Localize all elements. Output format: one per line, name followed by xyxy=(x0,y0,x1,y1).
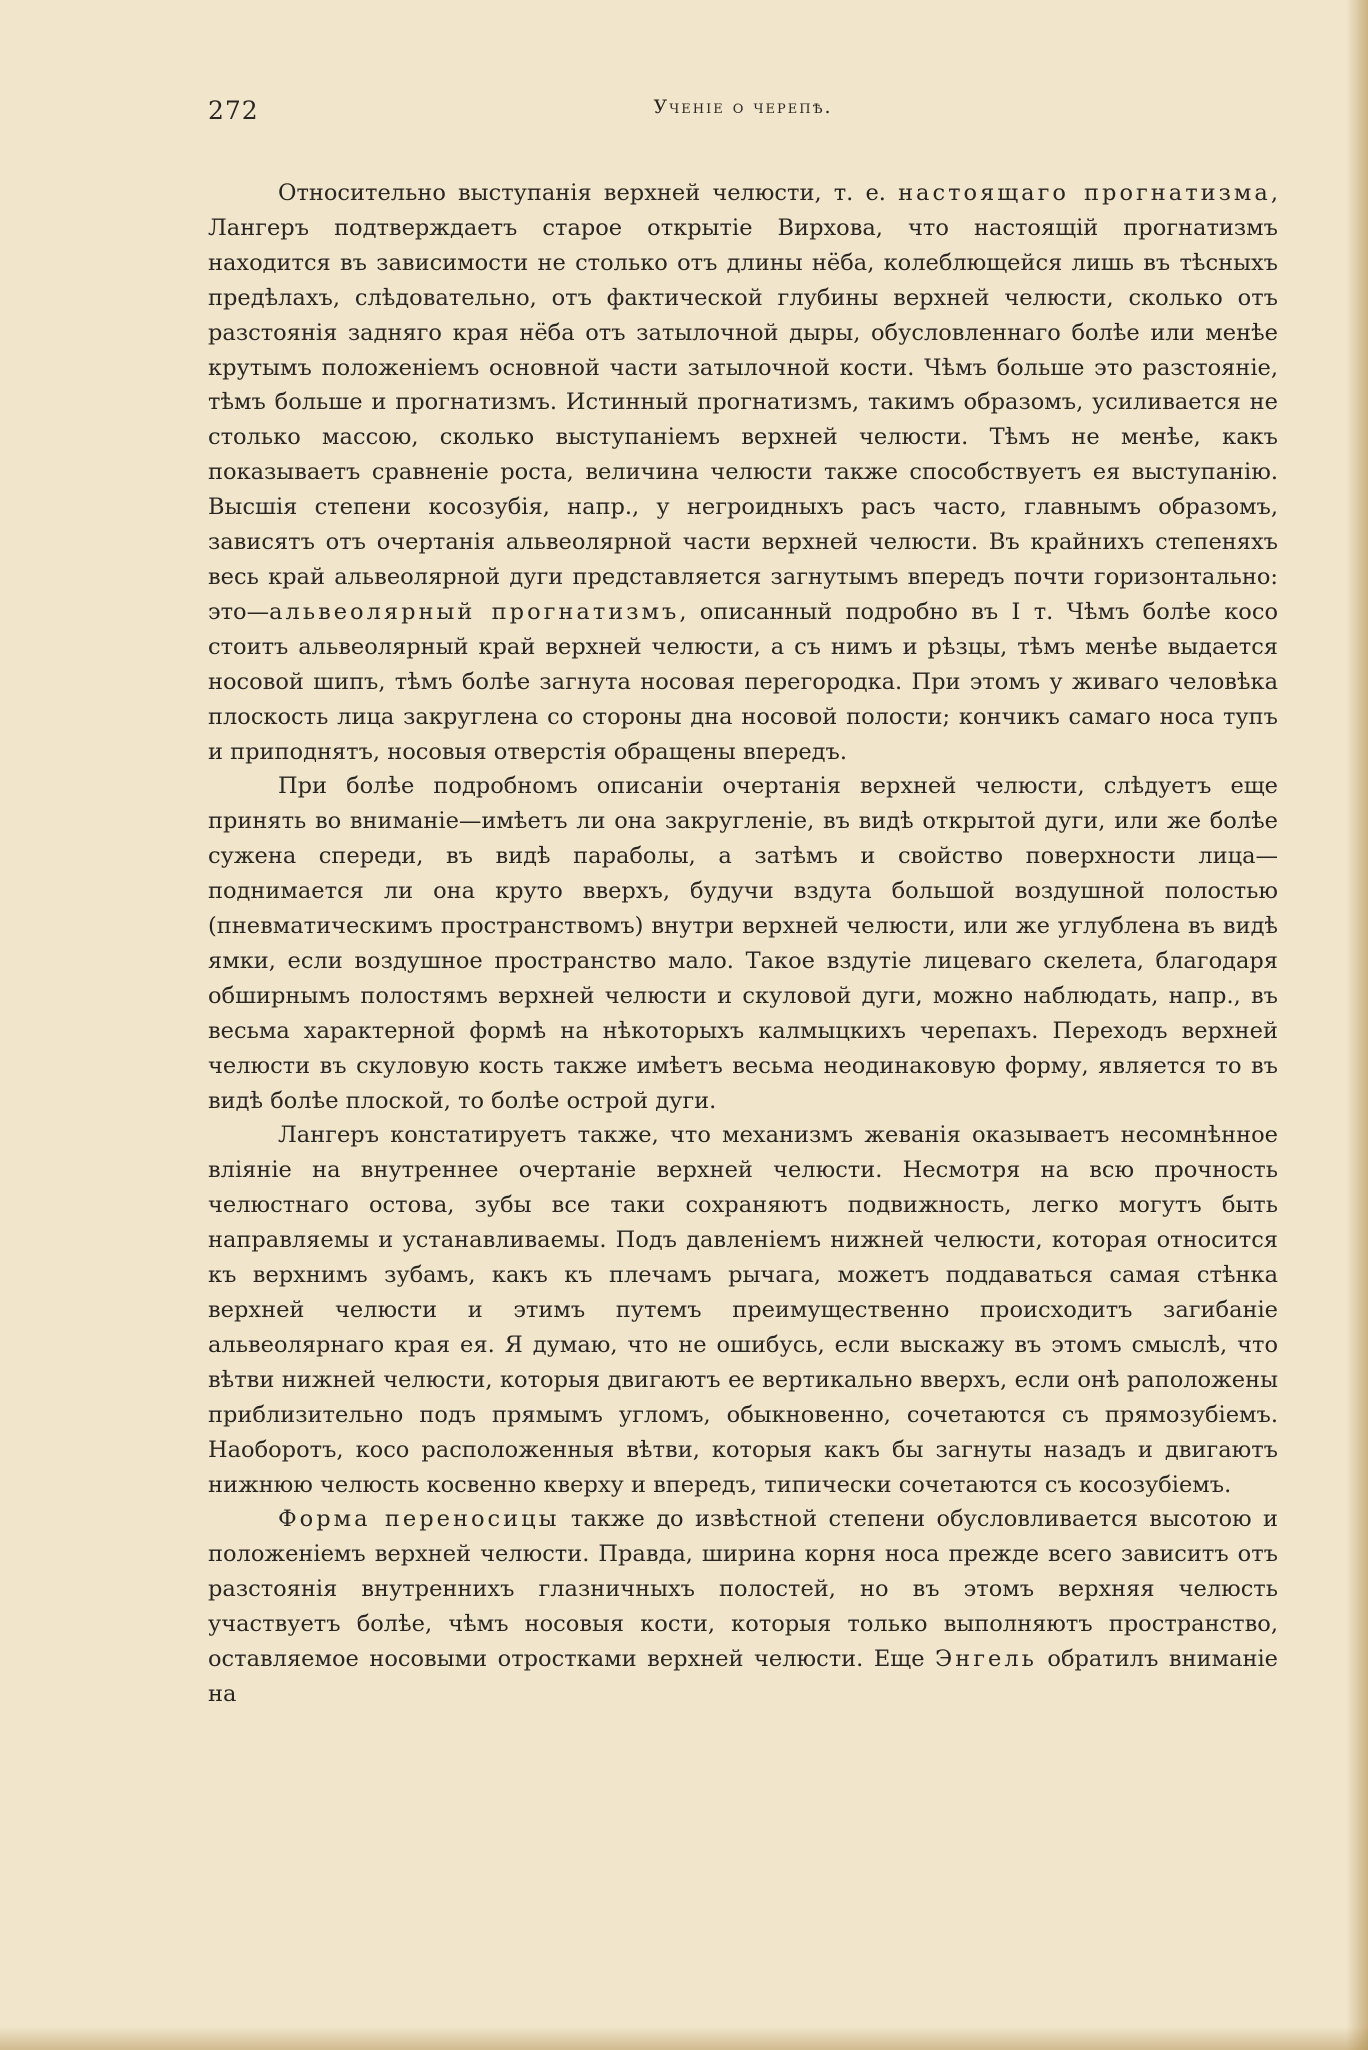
body-text xyxy=(208,176,1278,1712)
paragraph-1-text-c: , описанный подробно въ I т. Чѣмъ болѣе косо стоитъ альвеолярный край верхней челюсти, а съ нимъ и рѣзцы, тѣмъ менѣе выдается носовой шипъ, тѣмъ болѣе загнута носовая перегородка. При этомъ у живаго человѣка плоскость лица закруглена со стороны дна носовой полости; кончикъ самаго носа тупъ и приподнятъ, носовыя отверстія обращены впередъ. xyxy=(208,598,1278,765)
paragraph-4-text-b: также до извѣстной степени обусловливается высотою и положеніемъ верхней челюсти. Правда, ширина корня носа прежде всего зависитъ отъ разстоянія внутреннихъ глазничныхъ полостей, но въ этомъ верхняя челюсть участвуетъ болѣе, чѣмъ носовыя кости, которыя только выполняютъ пространство, оставляемое носовыми отростками верхней челюсти. Еще xyxy=(208,1506,1278,1673)
paragraph-4-emph-b: Энгель xyxy=(935,1646,1037,1673)
paragraph-2 xyxy=(208,769,1278,1118)
page-edge-shadow-right xyxy=(1346,0,1368,2050)
paragraph-1 xyxy=(208,176,1278,769)
paragraph-3 xyxy=(208,1118,1278,1502)
page-number: 272 xyxy=(208,96,259,125)
paragraph-4-text-c: обратилъ вниманіе на xyxy=(208,1646,1279,1707)
paragraph-1-emph-b: альвеолярный прогнатизмъ xyxy=(269,598,680,625)
page-edge-shadow-bottom xyxy=(0,2026,1368,2050)
page-header xyxy=(208,96,1278,136)
paragraph-4 xyxy=(208,1502,1278,1711)
paragraph-3-text: Лангеръ констатируетъ также, что механизмъ жеванія оказываетъ несомнѣнное вліяніе на внутреннее очертаніе верхней челюсти. Несмотря на всю прочность челюстнаго остова, зубы все таки сохраняютъ подвижность, легко могутъ быть направляемы и устанавливаемы. Подъ давленіемъ нижней челюсти, которая относится къ верхнимъ зубамъ, какъ къ плечамъ рычага, можетъ поддаваться самая стѣнка верхней челюсти и этимъ путемъ преимущественно происходитъ загибаніе альвеолярнаго края ея. Я думаю, что не ошибусь, если выскажу въ этомъ смыслѣ, что вѣтви нижней челюсти, которыя двигаютъ ее вертикально вверхъ, если онѣ раположены приблизительно подъ прямымъ угломъ, обыкновенно, сочетаются съ прямозубіемъ. Наоборотъ, косо расположенныя вѣтви, которыя какъ бы загнуты назадъ и двигаютъ нижнюю челюсть косвенно кверху и впередъ, типически сочетаются съ косозубіемъ. xyxy=(208,1122,1278,1498)
paragraph-2-text: При болѣе подробномъ описаніи очертанія верхней челюсти, слѣдуетъ еще принять во вниманіе—имѣетъ ли она закругленіе, въ видѣ открытой дуги, или же болѣе сужена спереди, въ видѣ параболы, а затѣмъ и свойство поверхности лица—поднимается ли она круто вверхъ, будучи вздута большой воздушной полостью (пневматическимъ пространствомъ) внутри верхней челюсти, или же углублена въ видѣ ямки, если воздушное пространство мало. Такое вздутіе лицеваго скелета, благодаря обширнымъ полостямъ верхней челюсти и скуловой дуги, можно наблюдать, напр., въ весьма характерной формѣ на нѣкоторыхъ калмыцкихъ черепахъ. Переходъ верхней челюсти въ скуловую кость также имѣетъ весьма неодинаковую форму, является то въ видѣ болѣе плоской, то болѣе острой дуги. xyxy=(208,773,1278,1114)
running-title: Ученіе о черепѣ. xyxy=(653,96,833,118)
paragraph-1-text-b: , Лангеръ подтверждаетъ старое открытіе Вирхова, что настоящій прогнатизмъ находится въ зависимости не столько отъ длины нёба, колеблющейся лишь въ тѣсныхъ предѣлахъ, слѣдовательно, отъ фактической глубины верхней челюсти, сколько отъ разстоянія задняго края нёба отъ затылочной дыры, обусловленнаго болѣе или менѣе крутымъ положеніемъ основной части затылочной кости. Чѣмъ больше это разстояніе, тѣмъ больше и прогнатизмъ. Истинный прогнатизмъ, такимъ образомъ, усиливается не столько массою, сколько выступаніемъ верхней челюсти. Тѣмъ не менѣе, какъ показываетъ сравненіе роста, величина челюсти также способствуетъ ея выступанію. Высшія степени косозубія, напр., у негроидныхъ расъ часто, главнымъ образомъ, зависятъ отъ очертанія альвеолярной части верхней челюсти. Въ крайнихъ степеняхъ весь край альвеолярной дуги представляется загнутымъ впередъ почти горизонтально: это— xyxy=(208,180,1278,625)
paragraph-1-text-a: Относительно выступанія верхней челюсти, т. е. xyxy=(278,180,899,206)
paragraph-4-emph-a: Форма переносицы xyxy=(278,1506,560,1533)
paragraph-1-emph-a: настоящаго прогнатизма xyxy=(898,180,1271,206)
